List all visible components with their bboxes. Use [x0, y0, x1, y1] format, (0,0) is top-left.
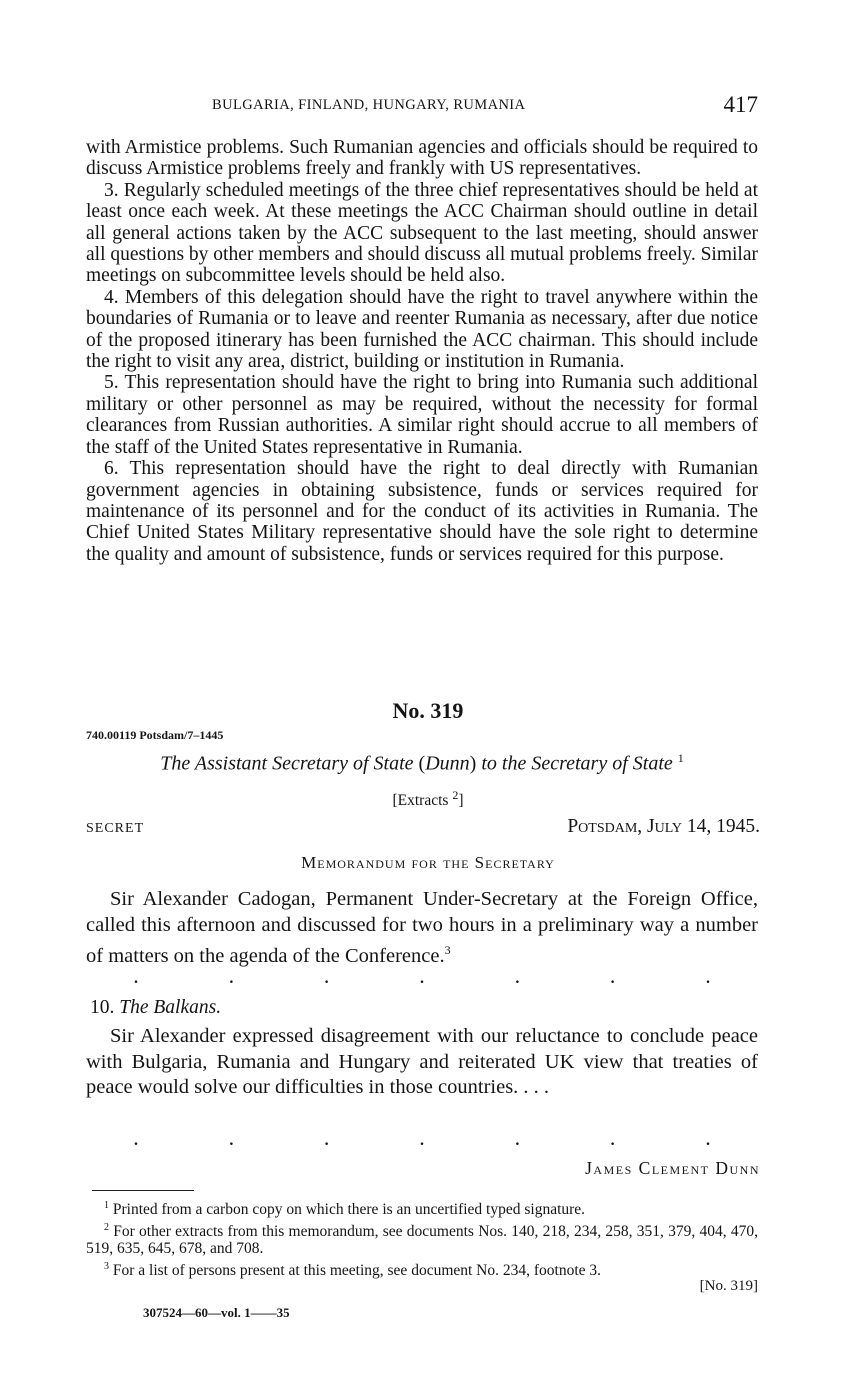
dot: .: [229, 970, 234, 987]
footnote: [86, 1219, 758, 1258]
print-code: 307524—60—vol. 1——35: [143, 1305, 290, 1320]
dateline: Potsdam, July 14, 1945.: [567, 816, 760, 837]
dot: .: [419, 1132, 424, 1149]
dot: .: [515, 970, 520, 987]
dot: .: [324, 1132, 329, 1149]
footnote-divider: [92, 1190, 194, 1191]
footnote-mark: 3: [104, 1260, 109, 1272]
footnote-marker: 3: [444, 943, 451, 957]
memo-paragraph-text: Sir Alexander Cadogan, Permanent Under-Secretary at the Foreign Office, called this afternoon and discussed for two hours in a preliminary way a number of matters on the agenda of the Conference.: [86, 888, 758, 967]
continued-text: [86, 137, 758, 565]
footnote-marker: 1: [677, 751, 684, 765]
extracts-bracket: ]: [458, 792, 464, 810]
footnote-mark: 1: [104, 1200, 109, 1211]
numbered-paragraph-6: 6. This representation should have the right to deal directly with Rumanian government agencies in obtaining subsistence, funds or services required for maintenance of its personnel and for the conduct of its activities in Rumania. The Chief United States Military representative should have the sole right to determine the quality and amount of subsistence, funds or services required for this purpose.: [86, 458, 758, 565]
classification-label: SECRET: [86, 821, 145, 836]
dot: .: [419, 970, 424, 987]
section-number: 10.: [90, 997, 120, 1018]
title-paren: ): [469, 752, 477, 775]
dot: .: [134, 970, 138, 987]
dot: .: [705, 970, 710, 987]
running-head: [86, 92, 758, 122]
extracts-label: [Extracts: [392, 792, 453, 810]
footnote: [86, 1197, 758, 1219]
document-tag: [No. 319]: [699, 1278, 758, 1294]
dot: .: [610, 1132, 615, 1149]
footnotes: [86, 1197, 758, 1279]
title-name: Dunn: [425, 752, 470, 775]
dot: .: [515, 1132, 520, 1149]
dot: .: [134, 1132, 138, 1149]
title-paren: (: [418, 752, 426, 775]
section-paragraph: Sir Alexander expressed disagreement with our reluctance to conclude peace with Bulgaria, Rumania and Hungary and reiterated UK view that treaties of peace would solve our difficulties in those countries. . . .: [86, 1025, 758, 1098]
document-title: [86, 751, 758, 776]
memo-paragraph: [86, 887, 758, 969]
dot: .: [324, 970, 329, 987]
dot: .: [705, 1132, 710, 1149]
footnote-text: For other extracts from this memorandum, see documents Nos. 140, 218, 234, 258, 351, 379, 404, 470, 519, 635, 645, 678, and 708.: [86, 1222, 758, 1258]
footnote-mark: 2: [104, 1221, 109, 1233]
omission-dots: [134, 970, 710, 988]
memo-heading: Memorandum for the Secretary: [301, 853, 555, 872]
file-reference: 740.00119 Potsdam/7–1445: [86, 728, 224, 742]
page-number: 417: [723, 92, 758, 117]
section-heading: [90, 997, 221, 1019]
running-title: BULGARIA, FINLAND, HUNGARY, RUMANIA: [212, 97, 526, 113]
title-part: The Assistant Secretary of State: [160, 752, 419, 775]
extracts-note: [0, 788, 856, 810]
omission-dots: [134, 1132, 710, 1150]
section-title: The Balkans.: [119, 997, 222, 1018]
dot: .: [229, 1132, 234, 1149]
title-part: to the Secretary of State: [476, 752, 678, 775]
signature: James Clement Dunn: [585, 1158, 760, 1178]
document-number: No. 319: [392, 698, 464, 723]
dot: .: [610, 970, 615, 987]
footnote-text: Printed from a carbon copy on which there is an uncertified typed signature.: [109, 1201, 586, 1219]
footnote-text: For a list of persons present at this meeting, see document No. 234, footnote 3.: [109, 1261, 602, 1279]
footnote-marker: 2: [452, 788, 459, 802]
memo-body: [86, 887, 758, 969]
section-body: [86, 1024, 758, 1101]
footnote: [86, 1258, 758, 1280]
numbered-paragraph-4: 4. Members of this delegation should have the right to travel anywhere within the boundaries of Rumania or to leave and reenter Rumania as necessary, after due notice of the proposed itinerary has been furnished the ACC chairman. This should include the right to visit any area, district, building or institution in Rumania.: [86, 286, 758, 373]
numbered-paragraph-5: 5. This representation should have the right to bring into Rumania such additional military or other personnel as may be required, without the necessity for formal clearances from Russian authorities. A similar right should accrue to all members of the staff of the United States representative in Rumania.: [86, 372, 758, 458]
continued-paragraph: with Armistice problems. Such Rumanian agencies and officials should be required to discuss Armistice problems freely and frankly with US representatives.: [86, 137, 758, 180]
numbered-paragraph-3: 3. Regularly scheduled meetings of the three chief representatives should be held at least once each week. At these meetings the ACC Chairman should outline in detail all general actions taken by the ACC subsequent to the last meeting, should answer all questions by other members and should discuss all mutual problems freely. Similar meetings on subcommittee levels should be held also.: [86, 179, 758, 287]
